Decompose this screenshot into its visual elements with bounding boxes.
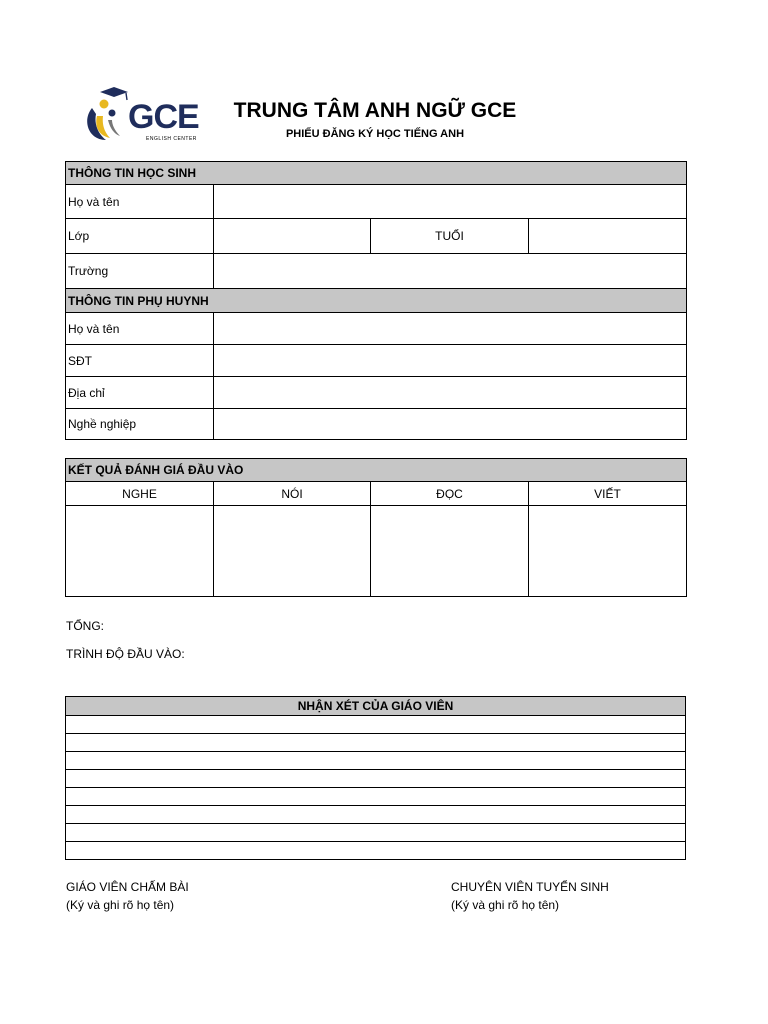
form-title: PHIẾU ĐĂNG KÝ HỌC TIẾNG ANH [285, 128, 465, 140]
comment-line[interactable] [66, 824, 686, 842]
grading-teacher-note: (Ký và ghi rõ họ tên) [66, 898, 175, 912]
admissions-officer-note: (Ký và ghi rõ họ tên) [451, 898, 560, 912]
column-header-speaking: NÓI [214, 482, 371, 506]
assessment-table [65, 458, 687, 597]
parent-phone-label: SĐT [66, 345, 214, 377]
column-header-reading: ĐỌC [371, 482, 529, 506]
column-header-listening: NGHE [66, 482, 214, 506]
parent-section-title: THÔNG TIN PHỤ HUYNH [66, 289, 687, 313]
logo-wordmark: GCE [128, 98, 199, 136]
comment-line[interactable] [66, 734, 686, 752]
comment-line[interactable] [66, 770, 686, 788]
teacher-comments-table [65, 696, 686, 860]
student-school-label: Trường [66, 254, 214, 289]
speaking-score-field[interactable] [214, 506, 371, 597]
comment-line[interactable] [66, 752, 686, 770]
column-header-writing: VIẾT [529, 482, 687, 506]
student-name-label: Họ và tên [66, 185, 214, 219]
parent-name-label: Họ và tên [66, 313, 214, 345]
parent-name-field[interactable] [214, 313, 687, 345]
student-class-label: Lớp [66, 219, 214, 254]
total-label: TỔNG: [66, 619, 104, 633]
student-class-field[interactable] [214, 219, 371, 254]
info-table [65, 161, 687, 440]
grading-teacher-title: GIÁO VIÊN CHẤM BÀI [66, 880, 189, 894]
comment-line[interactable] [66, 716, 686, 734]
admissions-officer-title: CHUYÊN VIÊN TUYỂN SINH [451, 880, 609, 894]
comment-line[interactable] [66, 806, 686, 824]
parent-job-field[interactable] [214, 409, 687, 440]
entry-level-label: TRÌNH ĐỘ ĐẦU VÀO: [66, 647, 185, 661]
assessment-section-title: KẾT QUẢ ĐÁNH GIÁ ĐẦU VÀO [66, 459, 687, 482]
student-age-field[interactable] [529, 219, 687, 254]
comment-line[interactable] [66, 788, 686, 806]
reading-score-field[interactable] [371, 506, 529, 597]
teacher-comments-header: NHẬN XÉT CỦA GIÁO VIÊN [66, 697, 686, 716]
parent-job-label: Nghề nghiệp [66, 409, 214, 440]
parent-address-field[interactable] [214, 377, 687, 409]
student-school-field[interactable] [214, 254, 687, 289]
comment-line[interactable] [66, 842, 686, 860]
writing-score-field[interactable] [529, 506, 687, 597]
parent-address-label: Địa chỉ [66, 377, 214, 409]
listening-score-field[interactable] [66, 506, 214, 597]
student-name-field[interactable] [214, 185, 687, 219]
parent-phone-field[interactable] [214, 345, 687, 377]
org-title: TRUNG TÂM ANH NGỮ GCE [233, 99, 517, 122]
student-section-title: THÔNG TIN HỌC SINH [66, 162, 687, 185]
logo-subtitle: ENGLISH CENTER [146, 136, 197, 142]
student-age-label: TUỔI [371, 219, 529, 254]
